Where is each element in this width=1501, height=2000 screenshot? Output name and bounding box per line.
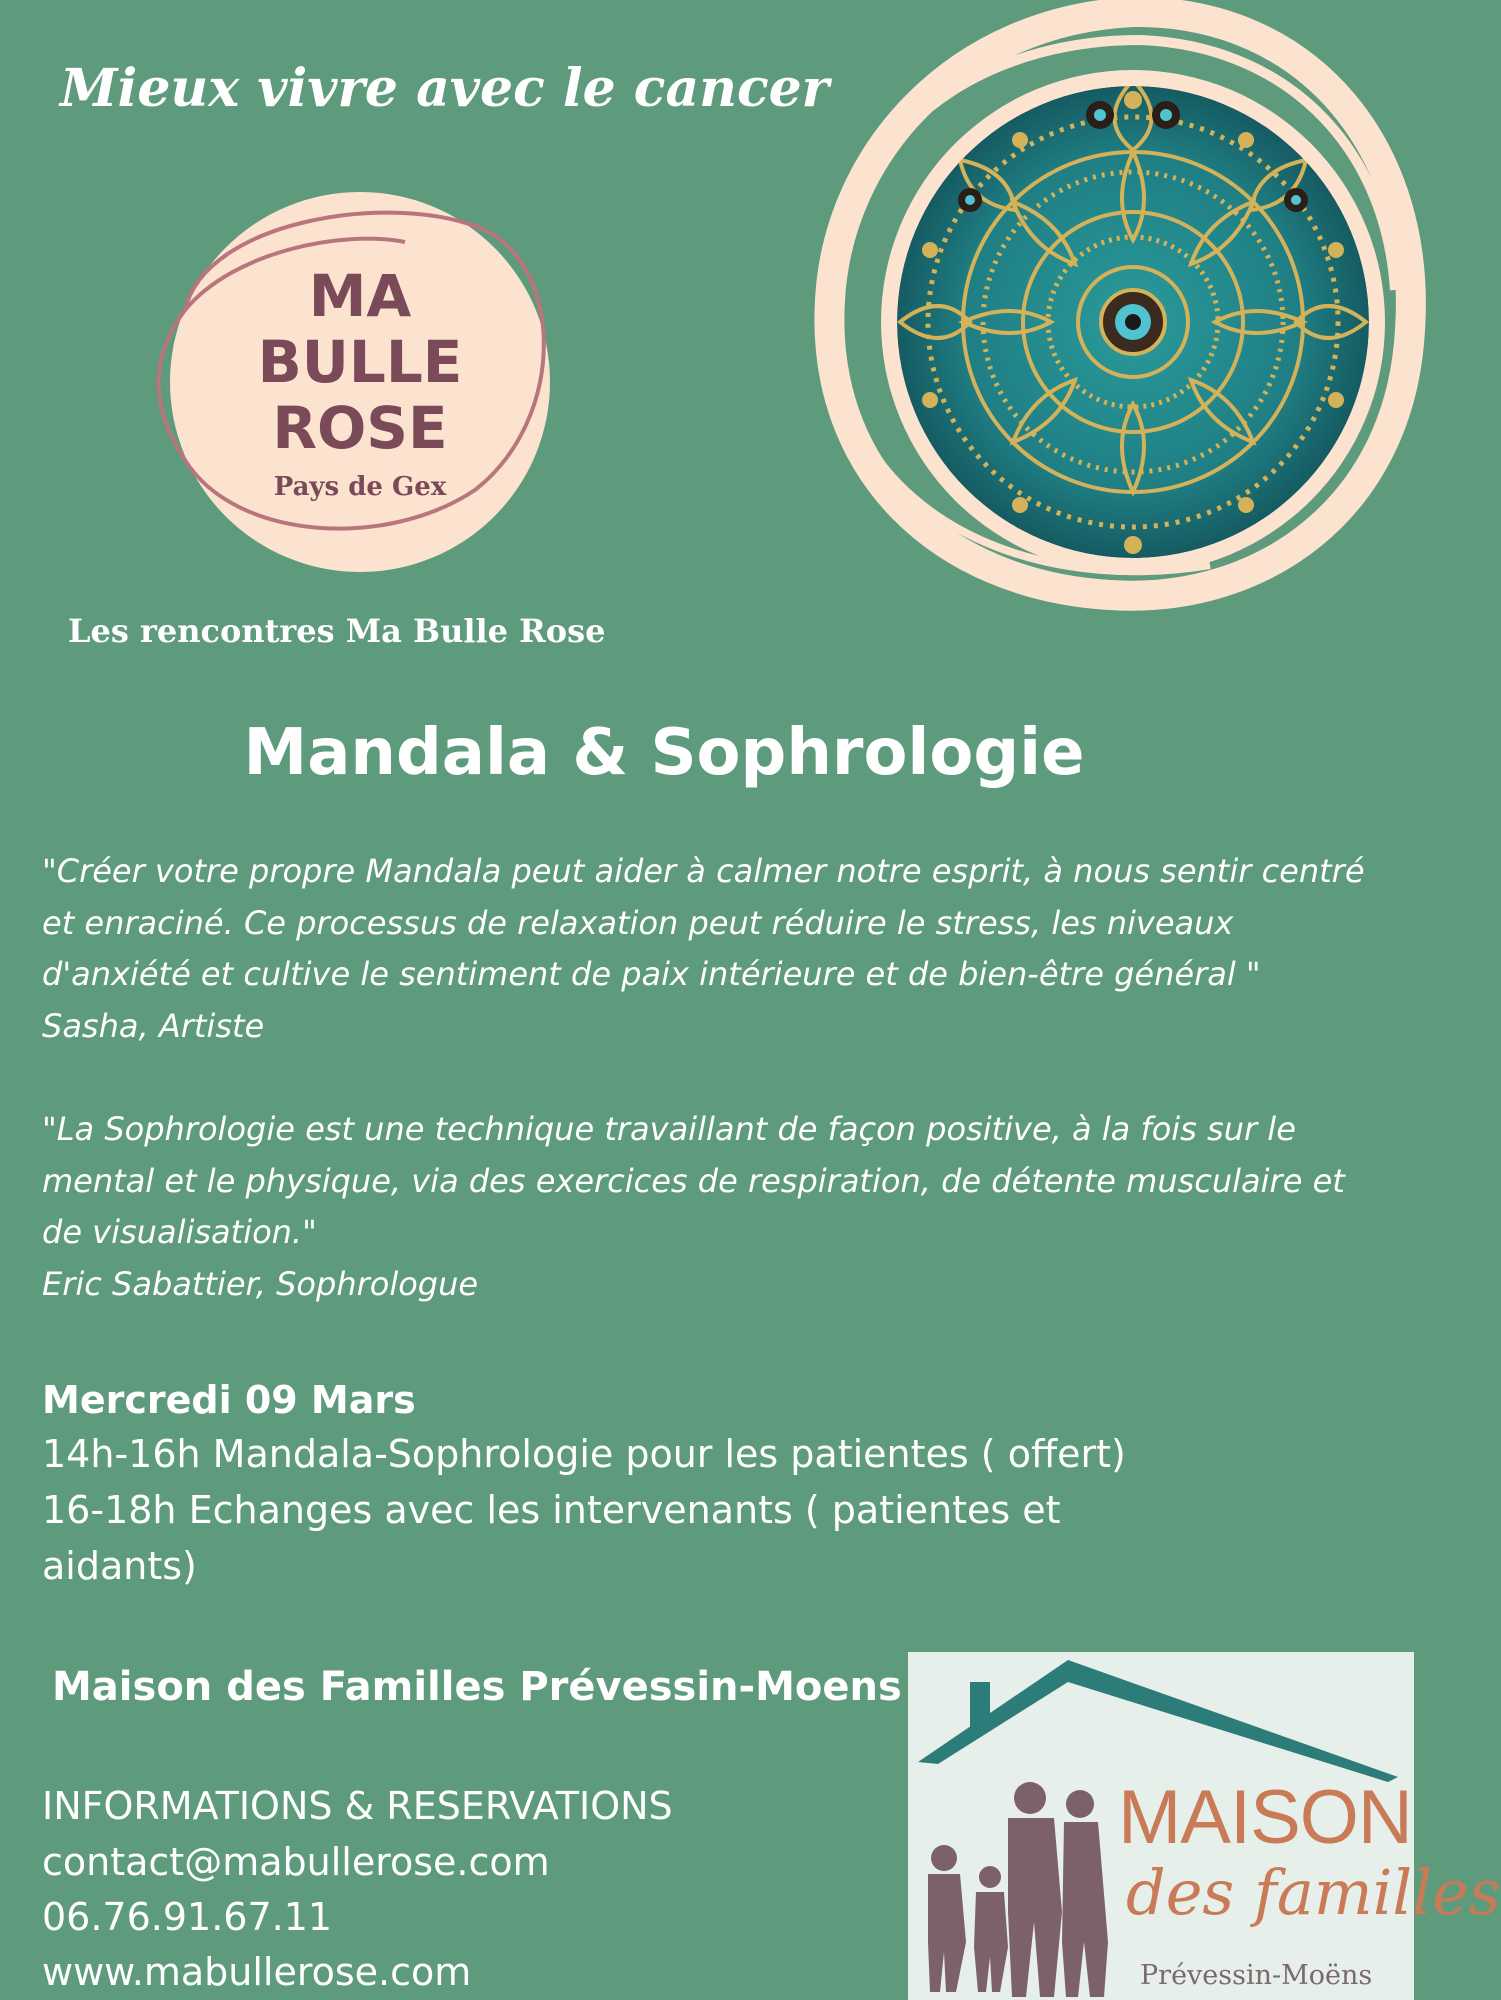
info-heading: INFORMATIONS & RESERVATIONS: [42, 1784, 673, 1828]
logo-text-bulle: BULLE: [257, 328, 463, 396]
partner-logo-line1: MAISON: [1118, 1775, 1412, 1860]
schedule-line: 14h-16h Mandala-Sophrologie pour les patientes ( offert): [42, 1432, 1126, 1476]
family-silhouette-icon: [928, 1782, 1108, 1997]
website-link[interactable]: www.mabullerose.com: [42, 1950, 472, 1994]
quote-author: Eric Sabattier, Sophrologue: [42, 1264, 479, 1303]
logo-text-ma: MA: [308, 262, 412, 330]
maison-des-familles-logo: [908, 1652, 1501, 2000]
schedule-line: aidants): [42, 1544, 197, 1588]
series-title: Les rencontres Ma Bulle Rose: [68, 612, 606, 650]
quote-mandala: [42, 846, 1382, 1052]
logo-text-rose: ROSE: [272, 394, 448, 462]
quote-author: Sasha, Artiste: [42, 1006, 265, 1045]
quote-text: "La Sophrologie est une technique travaillant de façon positive, à la fois sur le mental et le physique, via des exercices de respiration, de détente musculaire et de visualisation.": [42, 1110, 1345, 1251]
event-date: Mercredi 09 Mars: [42, 1378, 416, 1422]
schedule-line: 16-18h Echanges avec les intervenants ( patientes et: [42, 1488, 1061, 1532]
venue-name: Maison des Familles Prévessin-Moens: [52, 1664, 902, 1710]
logo-subtitle: Pays de Gex: [273, 472, 447, 502]
contact-email-link[interactable]: contact@mabullerose.com: [42, 1840, 550, 1884]
mandala-image: [810, 0, 1414, 600]
quote-sophrologie: [42, 1104, 1382, 1310]
partner-logo-line2: des familles: [1126, 1856, 1501, 1929]
partner-logo-line3: Prévessin-Moëns: [1140, 1960, 1373, 1991]
tagline: Mieux vivre avec le cancer: [60, 58, 830, 119]
contact-phone[interactable]: 06.76.91.67.11: [42, 1895, 333, 1939]
page-title: Mandala & Sophrologie: [243, 716, 1085, 790]
quote-text: "Créer votre propre Mandala peut aider à calmer notre esprit, à nous sentir centré et enraciné. Ce processus de relaxation peut réduire le stress, les niveaux d'anxiété et cultive le sentiment de paix intérieure et de bien-être général ": [42, 852, 1365, 993]
